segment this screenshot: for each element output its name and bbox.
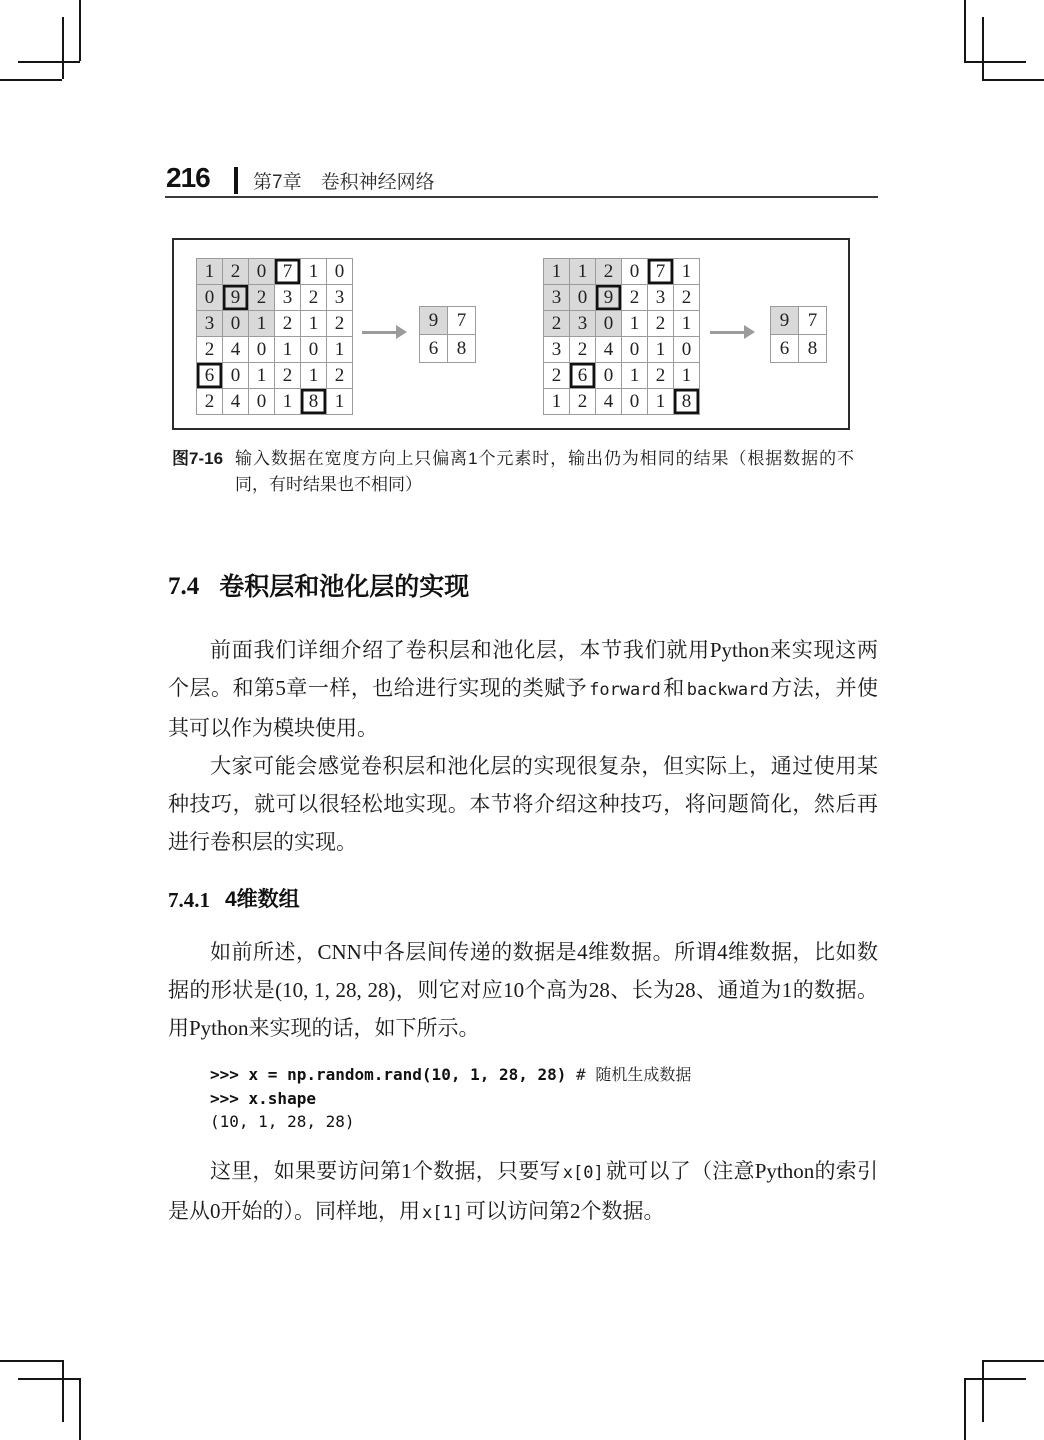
- matrix-cell: 0: [249, 389, 274, 414]
- matrix-cell: 7: [448, 307, 475, 334]
- left-arrow-icon: [362, 331, 396, 334]
- matrix-cell: 1: [249, 311, 274, 336]
- matrix-cell: 1: [301, 311, 326, 336]
- matrix-cell: 0: [301, 337, 326, 362]
- paragraph: 大家可能会感觉卷积层和池化层的实现很复杂，但实际上，通过使用某种技巧，就可以很轻松地实现。本节将介绍这种技巧，将问题简化，然后再进行卷积层的实现。: [168, 754, 878, 854]
- matrix-cell: 1: [275, 389, 300, 414]
- matrix-cell: 2: [301, 285, 326, 310]
- matrix-cell: 3: [544, 285, 569, 310]
- matrix-cell: 3: [197, 311, 222, 336]
- text-run: 前面我们详细介绍了卷积层和池化层，本节我们就用Python来实现这两个层。和第5章一样，也给进行实现的类赋予: [168, 638, 878, 700]
- matrix-cell: 0: [596, 363, 621, 388]
- text-run: 这里，如果要访问第1个数据，只要写: [210, 1158, 561, 1183]
- matrix-cell: 8: [799, 335, 826, 362]
- matrix-cell: 8: [301, 389, 326, 414]
- matrix-cell: 1: [544, 389, 569, 414]
- text-run: 方法，并使其可以作为模块使用。: [168, 676, 879, 740]
- matrix-cell: 1: [249, 363, 274, 388]
- text-run: 和: [662, 676, 685, 700]
- matrix-cell: 1: [622, 311, 647, 336]
- matrix-cell: 1: [327, 389, 352, 414]
- matrix-cell: 2: [197, 337, 222, 362]
- matrix-cell: 2: [648, 363, 673, 388]
- section-title: 卷积层和池化层的实现: [219, 573, 470, 601]
- figure-caption-text: 输入数据在宽度方向上只偏离1个元素时，输出仍为相同的结果（根据数据的不同，有时结果也不相同）: [235, 449, 854, 494]
- matrix-cell: 2: [327, 311, 352, 336]
- header-divider-bar: [234, 167, 238, 194]
- matrix-cell: 6: [420, 335, 447, 362]
- matrix-cell: 6: [197, 363, 222, 388]
- matrix-cell: 4: [596, 389, 621, 414]
- matrix-cell: 1: [648, 337, 673, 362]
- inline-code: backward: [686, 680, 769, 700]
- code-line: (10, 1, 28, 28): [210, 1112, 355, 1131]
- matrix-cell: 0: [223, 311, 248, 336]
- section-number: 7.4: [168, 573, 200, 600]
- matrix-cell: 1: [674, 311, 699, 336]
- matrix-cell: 1: [275, 337, 300, 362]
- matrix-cell: 1: [622, 363, 647, 388]
- subsection-number: 7.4.1: [168, 888, 210, 912]
- matrix-cell: 4: [223, 389, 248, 414]
- matrix-cell: 2: [327, 363, 352, 388]
- matrix-cell: 0: [622, 337, 647, 362]
- matrix-cell: 1: [674, 259, 699, 284]
- matrix-cell: 0: [622, 389, 647, 414]
- matrix-cell: 9: [420, 307, 447, 334]
- matrix-cell: 6: [570, 363, 595, 388]
- inline-code: forward: [589, 680, 661, 700]
- matrix-cell: 3: [570, 311, 595, 336]
- figure-caption: [172, 446, 854, 498]
- section-heading: [168, 570, 878, 604]
- matrix-cell: 1: [327, 337, 352, 362]
- matrix-cell: 7: [275, 259, 300, 284]
- matrix-cell: 2: [197, 389, 222, 414]
- matrix-cell: 0: [249, 259, 274, 284]
- code-line: >>> x.shape: [210, 1088, 316, 1108]
- matrix-cell: 8: [674, 389, 699, 414]
- matrix-cell: 9: [596, 285, 621, 310]
- matrix-cell: 2: [249, 285, 274, 310]
- matrix-cell: 2: [223, 259, 248, 284]
- text-run: 就可以了（注意Python的索引是从0开始的）。同样地，用: [168, 1158, 879, 1223]
- right-output-matrix: [770, 306, 827, 363]
- matrix-cell: 2: [275, 311, 300, 336]
- right-arrow-icon: [710, 331, 744, 334]
- paragraph: [168, 1152, 878, 1232]
- matrix-cell: 0: [223, 363, 248, 388]
- matrix-cell: 0: [327, 259, 352, 284]
- matrix-cell: 2: [596, 259, 621, 284]
- right-input-matrix: [543, 258, 700, 415]
- inline-code: x[1]: [422, 1202, 463, 1223]
- matrix-cell: 3: [544, 337, 569, 362]
- matrix-cell: 2: [648, 311, 673, 336]
- matrix-cell: 0: [674, 337, 699, 362]
- matrix-cell: 2: [275, 363, 300, 388]
- text-run: 可以访问第2个数据。: [464, 1198, 665, 1223]
- matrix-cell: 2: [570, 337, 595, 362]
- matrix-cell: 0: [622, 259, 647, 284]
- left-output-matrix: [419, 306, 476, 363]
- chapter-title: 第7章 卷积神经网络: [253, 172, 435, 193]
- matrix-cell: 3: [648, 285, 673, 310]
- main-text-column: [168, 570, 878, 1232]
- matrix-cell: 2: [570, 389, 595, 414]
- matrix-cell: 3: [275, 285, 300, 310]
- matrix-cell: 2: [544, 363, 569, 388]
- matrix-cell: 9: [771, 307, 798, 334]
- inline-code: x[0]: [562, 1162, 604, 1183]
- header-rule: [165, 196, 878, 198]
- matrix-cell: 2: [622, 285, 647, 310]
- matrix-cell: 1: [197, 259, 222, 284]
- code-line: >>> x = np.random.rand(10, 1, 28, 28) # 随机生成数据: [210, 1065, 692, 1084]
- matrix-cell: 1: [301, 363, 326, 388]
- matrix-cell: 1: [674, 363, 699, 388]
- matrix-cell: 3: [327, 285, 352, 310]
- figure-caption-label: 图7-16: [172, 449, 224, 468]
- page-number: 216: [166, 162, 210, 193]
- paragraph: [168, 631, 878, 747]
- matrix-cell: 1: [301, 259, 326, 284]
- matrix-cell: 7: [648, 259, 673, 284]
- matrix-cell: 2: [544, 311, 569, 336]
- matrix-cell: 8: [448, 335, 475, 362]
- subsection-title: 4维数组: [225, 888, 300, 911]
- matrix-cell: 1: [648, 389, 673, 414]
- matrix-cell: 4: [596, 337, 621, 362]
- code-block: [168, 1063, 878, 1134]
- matrix-cell: 2: [674, 285, 699, 310]
- matrix-cell: 1: [570, 259, 595, 284]
- matrix-cell: 4: [223, 337, 248, 362]
- matrix-cell: 0: [596, 311, 621, 336]
- paragraph: 如前所述，CNN中各层间传递的数据是4维数据。所谓4维数据，比如数据的形状是(10, 1, 28, 28)，则它对应10个高为28、长为28、通道为1的数据。用Python来实现的话，如下所示。: [168, 940, 878, 1040]
- subsection-heading: [168, 885, 878, 915]
- matrix-cell: 1: [544, 259, 569, 284]
- code-comment: # 随机生成数据: [576, 1065, 692, 1084]
- figure-7-16: [172, 238, 850, 430]
- matrix-cell: 7: [799, 307, 826, 334]
- matrix-cell: 0: [570, 285, 595, 310]
- matrix-cell: 6: [771, 335, 798, 362]
- matrix-cell: 9: [223, 285, 248, 310]
- left-input-matrix: [196, 258, 353, 415]
- matrix-cell: 0: [197, 285, 222, 310]
- matrix-cell: 0: [249, 337, 274, 362]
